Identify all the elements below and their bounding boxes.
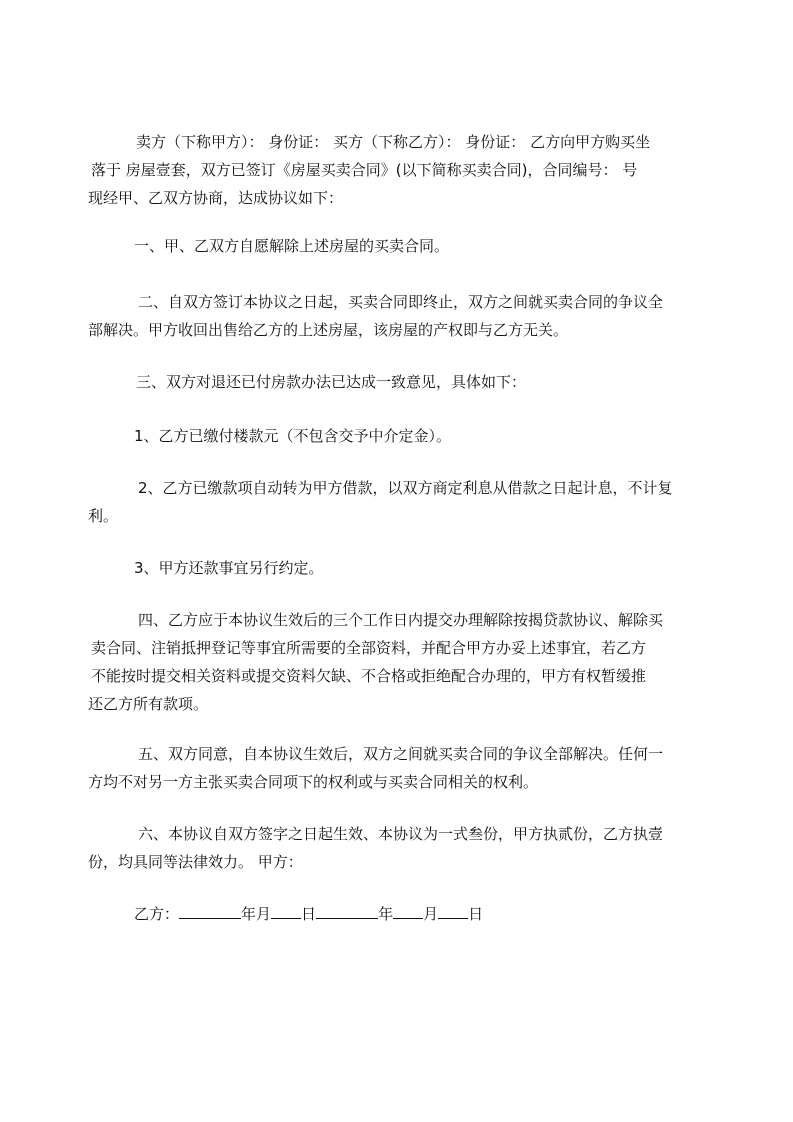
- item-3: [88, 554, 714, 582]
- clause-4-line-3: 不能按时提交相关资料或提交资料欠缺、不合格或拒绝配合办理的，甲方有权暂缓推: [91, 667, 647, 685]
- month-blank-2[interactable]: [393, 901, 423, 919]
- clause-4-line-2: 卖合同、注销抵押登记等事宜所需要的全部资料，并配合甲方办妥上述事宜，若乙方: [91, 639, 647, 657]
- signature-line: [88, 900, 714, 928]
- clause-2: [88, 288, 714, 344]
- clause-5: [88, 740, 714, 796]
- item-2-line-1: 2、乙方已缴款项自动转为甲方借款，以双方商定利息从借款之日起计息，不计复: [138, 479, 673, 497]
- item-2: [88, 474, 714, 530]
- clause-6-line-2: 份，均具同等法律效力。 甲方：: [88, 853, 303, 871]
- year-label-1: 年: [241, 905, 257, 923]
- clause-4-line-4: 还乙方所有款项。: [88, 695, 209, 713]
- clause-6-line-1: 六、本协议自双方签字之日起生效、本协议为一式叁份，甲方执贰份，乙方执壹: [138, 825, 664, 843]
- party-b-label: 乙方：: [134, 905, 180, 923]
- day-label-2: 日: [468, 905, 484, 923]
- signature-row: [88, 900, 714, 928]
- clause-1-text: 一、甲、乙双方自愿解除上述房屋的买卖合同。: [134, 237, 450, 255]
- party-b-signature-blank[interactable]: [179, 901, 241, 919]
- clause-2-line-1: 二、自双方签订本协议之日起，买卖合同即终止，双方之间就买卖合同的争议全: [138, 293, 664, 311]
- clause-1: [88, 232, 714, 260]
- item-1: [88, 422, 714, 450]
- clause-3: [88, 368, 714, 396]
- year-blank-2[interactable]: [316, 901, 378, 919]
- clause-5-line-1: 五、双方同意，自本协议生效后，双方之间就买卖合同的争议全部解决。任何一: [138, 745, 664, 763]
- clause-6: [88, 820, 714, 876]
- intro-line-3: 现经甲、乙双方协商，达成协议如下：: [88, 189, 344, 207]
- clause-3-text: 三、双方对退还已付房款办法已达成一致意见，具体如下：: [136, 373, 527, 391]
- intro-line-2: 落于 房屋壹套，双方已签订《房屋买卖合同》(以下简称买卖合同)，合同编号： 号: [91, 161, 638, 179]
- day-label-1: 日: [301, 905, 317, 923]
- item-1-text: 1、乙方已缴付楼款元（不包含交予中介定金）。: [134, 427, 452, 445]
- clause-5-line-2: 方均不对另一方主张买卖合同项下的权利或与买卖合同相关的权利。: [88, 773, 539, 791]
- clause-4-line-1: 四、乙方应于本协议生效后的三个工作日内提交办理解除按揭贷款协议、解除买: [138, 611, 664, 629]
- clause-4: [88, 606, 714, 718]
- month-label-2: 月: [423, 905, 439, 923]
- day-blank-2[interactable]: [438, 901, 468, 919]
- item-2-line-2: 利。: [88, 507, 119, 525]
- intro-paragraph: [88, 128, 714, 212]
- clause-2-line-2: 部解决。甲方收回出售给乙方的上述房屋，该房屋的产权即与乙方无关。: [88, 321, 569, 339]
- month-label-1: 月: [256, 905, 272, 923]
- day-blank-1[interactable]: [271, 901, 301, 919]
- item-3-text: 3、甲方还款事宜另行约定。: [134, 559, 324, 577]
- intro-line-1: 卖方（下称甲方）： 身份证： 买方（下称乙方）： 身份证： 乙方向甲方购买坐: [136, 133, 651, 151]
- year-label-2: 年: [378, 905, 394, 923]
